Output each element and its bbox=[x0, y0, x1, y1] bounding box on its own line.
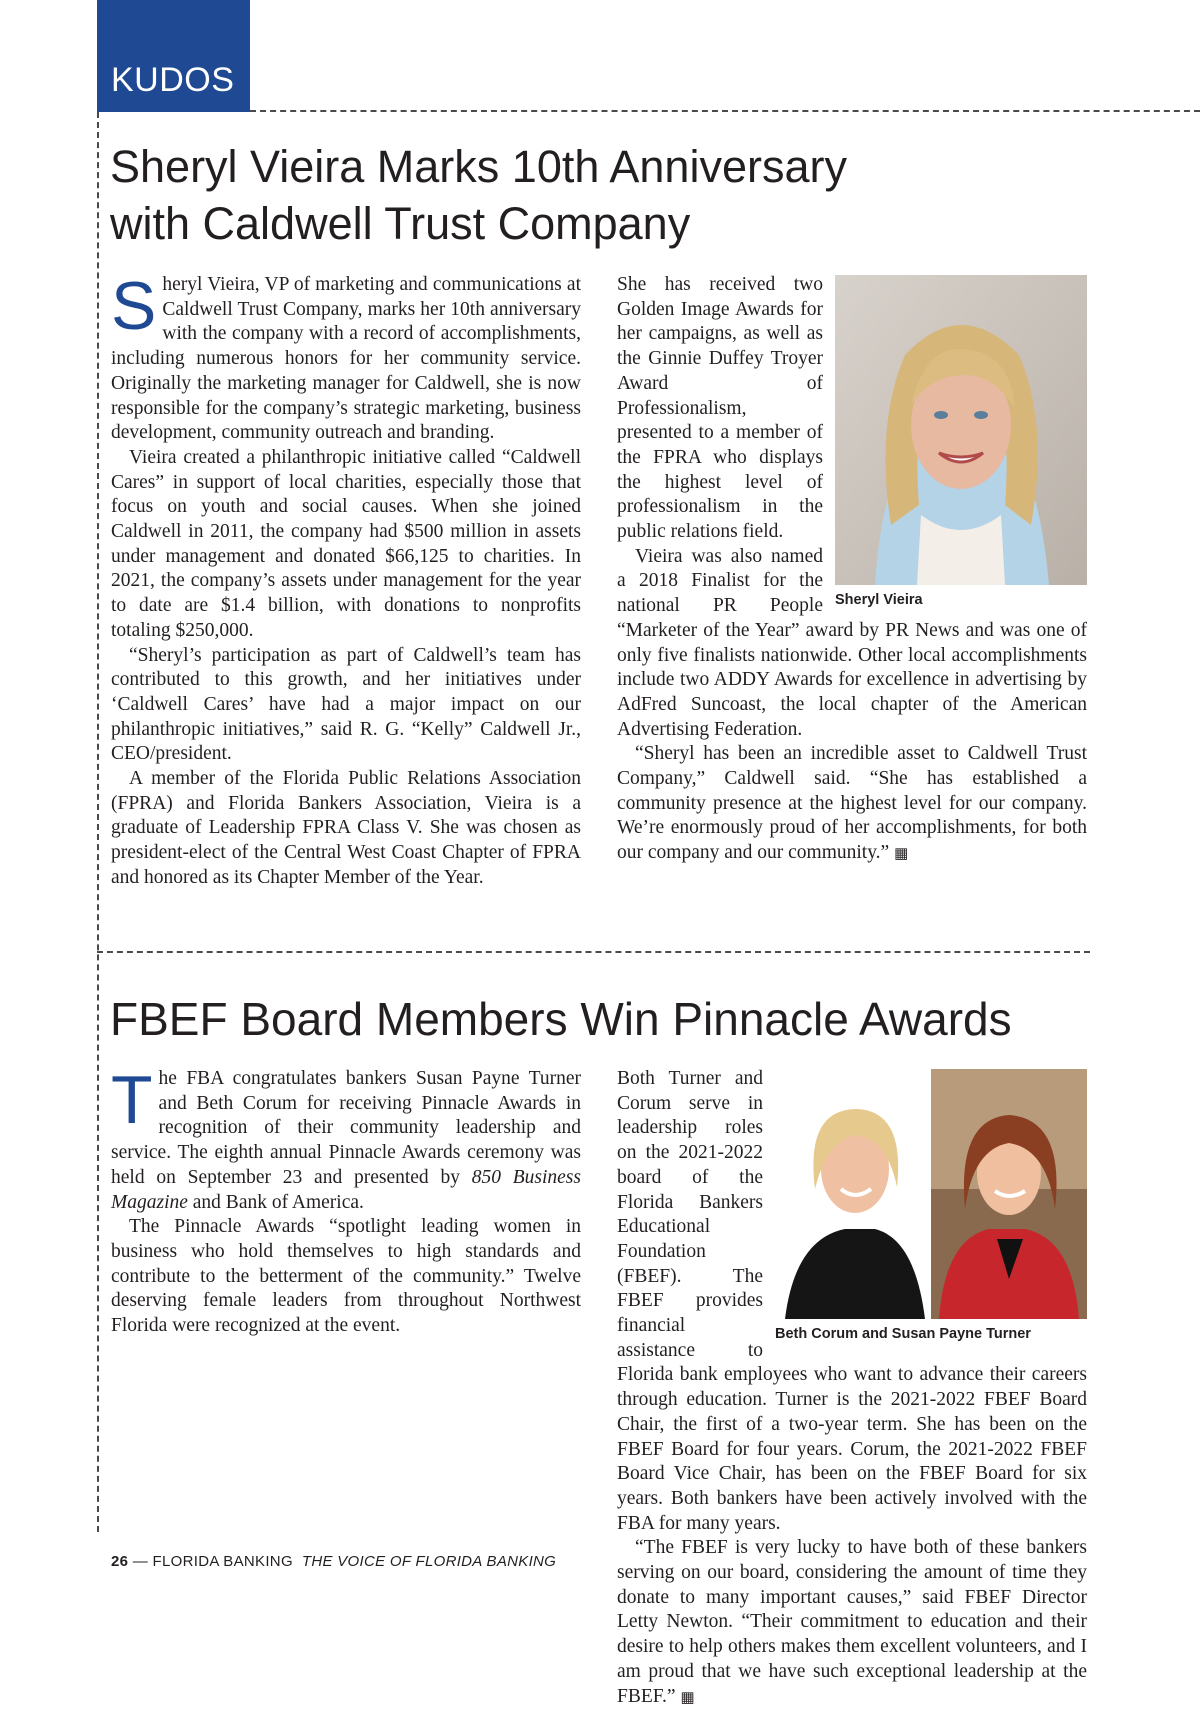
article1-column-right bbox=[617, 273, 1087, 867]
left-divider bbox=[97, 112, 99, 1532]
dropcap: T bbox=[111, 1062, 153, 1138]
publication-tagline: THE VOICE OF FLORIDA BANKING bbox=[301, 1553, 557, 1570]
article2-paragraph bbox=[111, 1062, 581, 1215]
article1-title bbox=[110, 138, 1010, 252]
article2-paragraph-text: he FBA congratulates bankers Susan Payne Turner and Beth Corum for receiving Pinnacle Awards in recognition of their community leadership and service. The eighth annual Pinnacle Awards ceremony was held on September 23 and presented by bbox=[111, 1068, 581, 1188]
top-divider bbox=[250, 110, 1200, 112]
article1-title-line1: Sheryl Vieira Marks 10th Anniversary bbox=[110, 141, 847, 192]
article2-column-left bbox=[111, 1062, 581, 1339]
footer-separator: — bbox=[132, 1553, 149, 1570]
photo-figure bbox=[835, 275, 1087, 608]
portrait-photo bbox=[835, 275, 1087, 585]
dropcap: S bbox=[111, 268, 157, 344]
article1-paragraph: Vieira created a philanthropic initiative called “Caldwell Cares” in support of local charities, especially those that focus on youth and social causes. When she joined Caldwell in 2011, the company had $500 million in assets under management and donated $66,125 to charities. In 2021, the company’s assets under management for the year to date are $1.4 billion, with donations to nonprofits totaling $250,000. bbox=[111, 446, 581, 641]
article2-title: FBEF Board Members Win Pinnacle Awards bbox=[110, 993, 1012, 1045]
photo-figure bbox=[775, 1069, 1087, 1343]
page-number: 26 bbox=[111, 1553, 129, 1570]
article1-paragraph: A member of the Florida Public Relations Association (FPRA) and Florida Bankers Association, Vieira is a graduate of Leadership FPRA Class V. She was chosen as president-elect of the Central West Coast Chapter of FPRA and honored as its Chapter Member of the Year. bbox=[111, 768, 581, 888]
article2-column-right bbox=[617, 1067, 1087, 1710]
article1-paragraph: “Sheryl’s participation as part of Caldwell’s team has contributed to this growth, and her initiatives under ‘Caldwell Cares’ have had a major impact on our philanthropic initiatives,” said R. G. “Kelly” Caldwell Jr., CEO/president. bbox=[111, 644, 581, 765]
article1-paragraph bbox=[111, 268, 581, 446]
article1-column-left bbox=[111, 268, 581, 891]
publication-name: FLORIDA BANKING bbox=[152, 1553, 293, 1570]
page-footer bbox=[111, 1553, 556, 1570]
article2-paragraph-text: Both Turner and Corum serve in leadership roles on the 2021-2022 board of the Florida Bankers Educational Foundation (FBEF). The FBEF provides financial assistance to Florida bank employees who want to advance their careers through education. Turner is the 2021-2022 FBEF Board Chair, the first of a two-year term. She has been on the FBEF Board for four years. Corum, the 2021-2022 FBEF Board Vice Chair, has been on the FBEF Board for six years. Both bankers have been actively involved with the FBA for many years. bbox=[617, 1068, 1087, 1534]
article1-paragraph bbox=[617, 742, 1087, 867]
end-mark-icon: ▦ bbox=[680, 1689, 695, 1706]
article1-paragraph: She has received two Golden Image Awards for her campaigns, as well as the Ginnie Duffey Troyer Award of Professionalism, presented to a member of the FPRA who displays the highest level of professionalism in the public relations field. bbox=[617, 274, 823, 543]
article1-paragraph-text: heryl Vieira, VP of marketing and communications at Caldwell Trust Company, marks her 10th anniversary with the company with a record of accomplishments, including numerous honors for her community service. Originally the marketing manager for Caldwell, she is now responsible for the company’s strategic marketing, business development, community outreach and branding. bbox=[111, 274, 581, 444]
magazine-title: 850 Business Magazine bbox=[111, 1166, 581, 1213]
photo-caption: Sheryl Vieira bbox=[835, 592, 923, 608]
article2-paragraph: The Pinnacle Awards “spotlight leading women in business who hold themselves to high standards and contribute to the betterment of the community.” Twelve deserving female leaders from throughout Northwest Florida were recognized at the event. bbox=[111, 1216, 581, 1337]
end-mark-icon: ▦ bbox=[894, 846, 909, 863]
article1-title-line2: with Caldwell Trust Company bbox=[110, 198, 691, 249]
group-photo bbox=[775, 1069, 1087, 1319]
article2-paragraph-text: “The FBEF is very lucky to have both of these bankers serving on our board, considering the amount of time they donate to many important causes,” said FBEF Director Letty Newton. “Their commitment to education and their desire to help others makes them excellent volunteers, and I am proud that we have such exceptional leadership at the FBEF.” bbox=[617, 1537, 1087, 1707]
section-tab: KUDOS bbox=[97, 0, 250, 112]
article2-paragraph-text: and Bank of America. bbox=[187, 1191, 364, 1213]
photo-caption: Beth Corum and Susan Payne Turner bbox=[775, 1326, 1031, 1342]
article2-paragraph bbox=[617, 1536, 1087, 1710]
section-divider bbox=[97, 951, 1090, 953]
article1-paragraph: Vieira was also named a 2018 Finalist for the national PR People “Marketer of the Year” award by PR News and was one of only five finalists nationwide. Other local accomplishments include two ADDY Awards for excellence in advertising by AdFred Suncoast, the local chapter of the American Advertising Federation. bbox=[617, 545, 1087, 740]
article1-paragraph-text: “Sheryl has been an incredible asset to Caldwell Trust Company,” Caldwell said. “She has established a community presence at the highest level for our company. We’re enormously proud of her accomplishments, for both our company and our community.” bbox=[617, 743, 1087, 864]
